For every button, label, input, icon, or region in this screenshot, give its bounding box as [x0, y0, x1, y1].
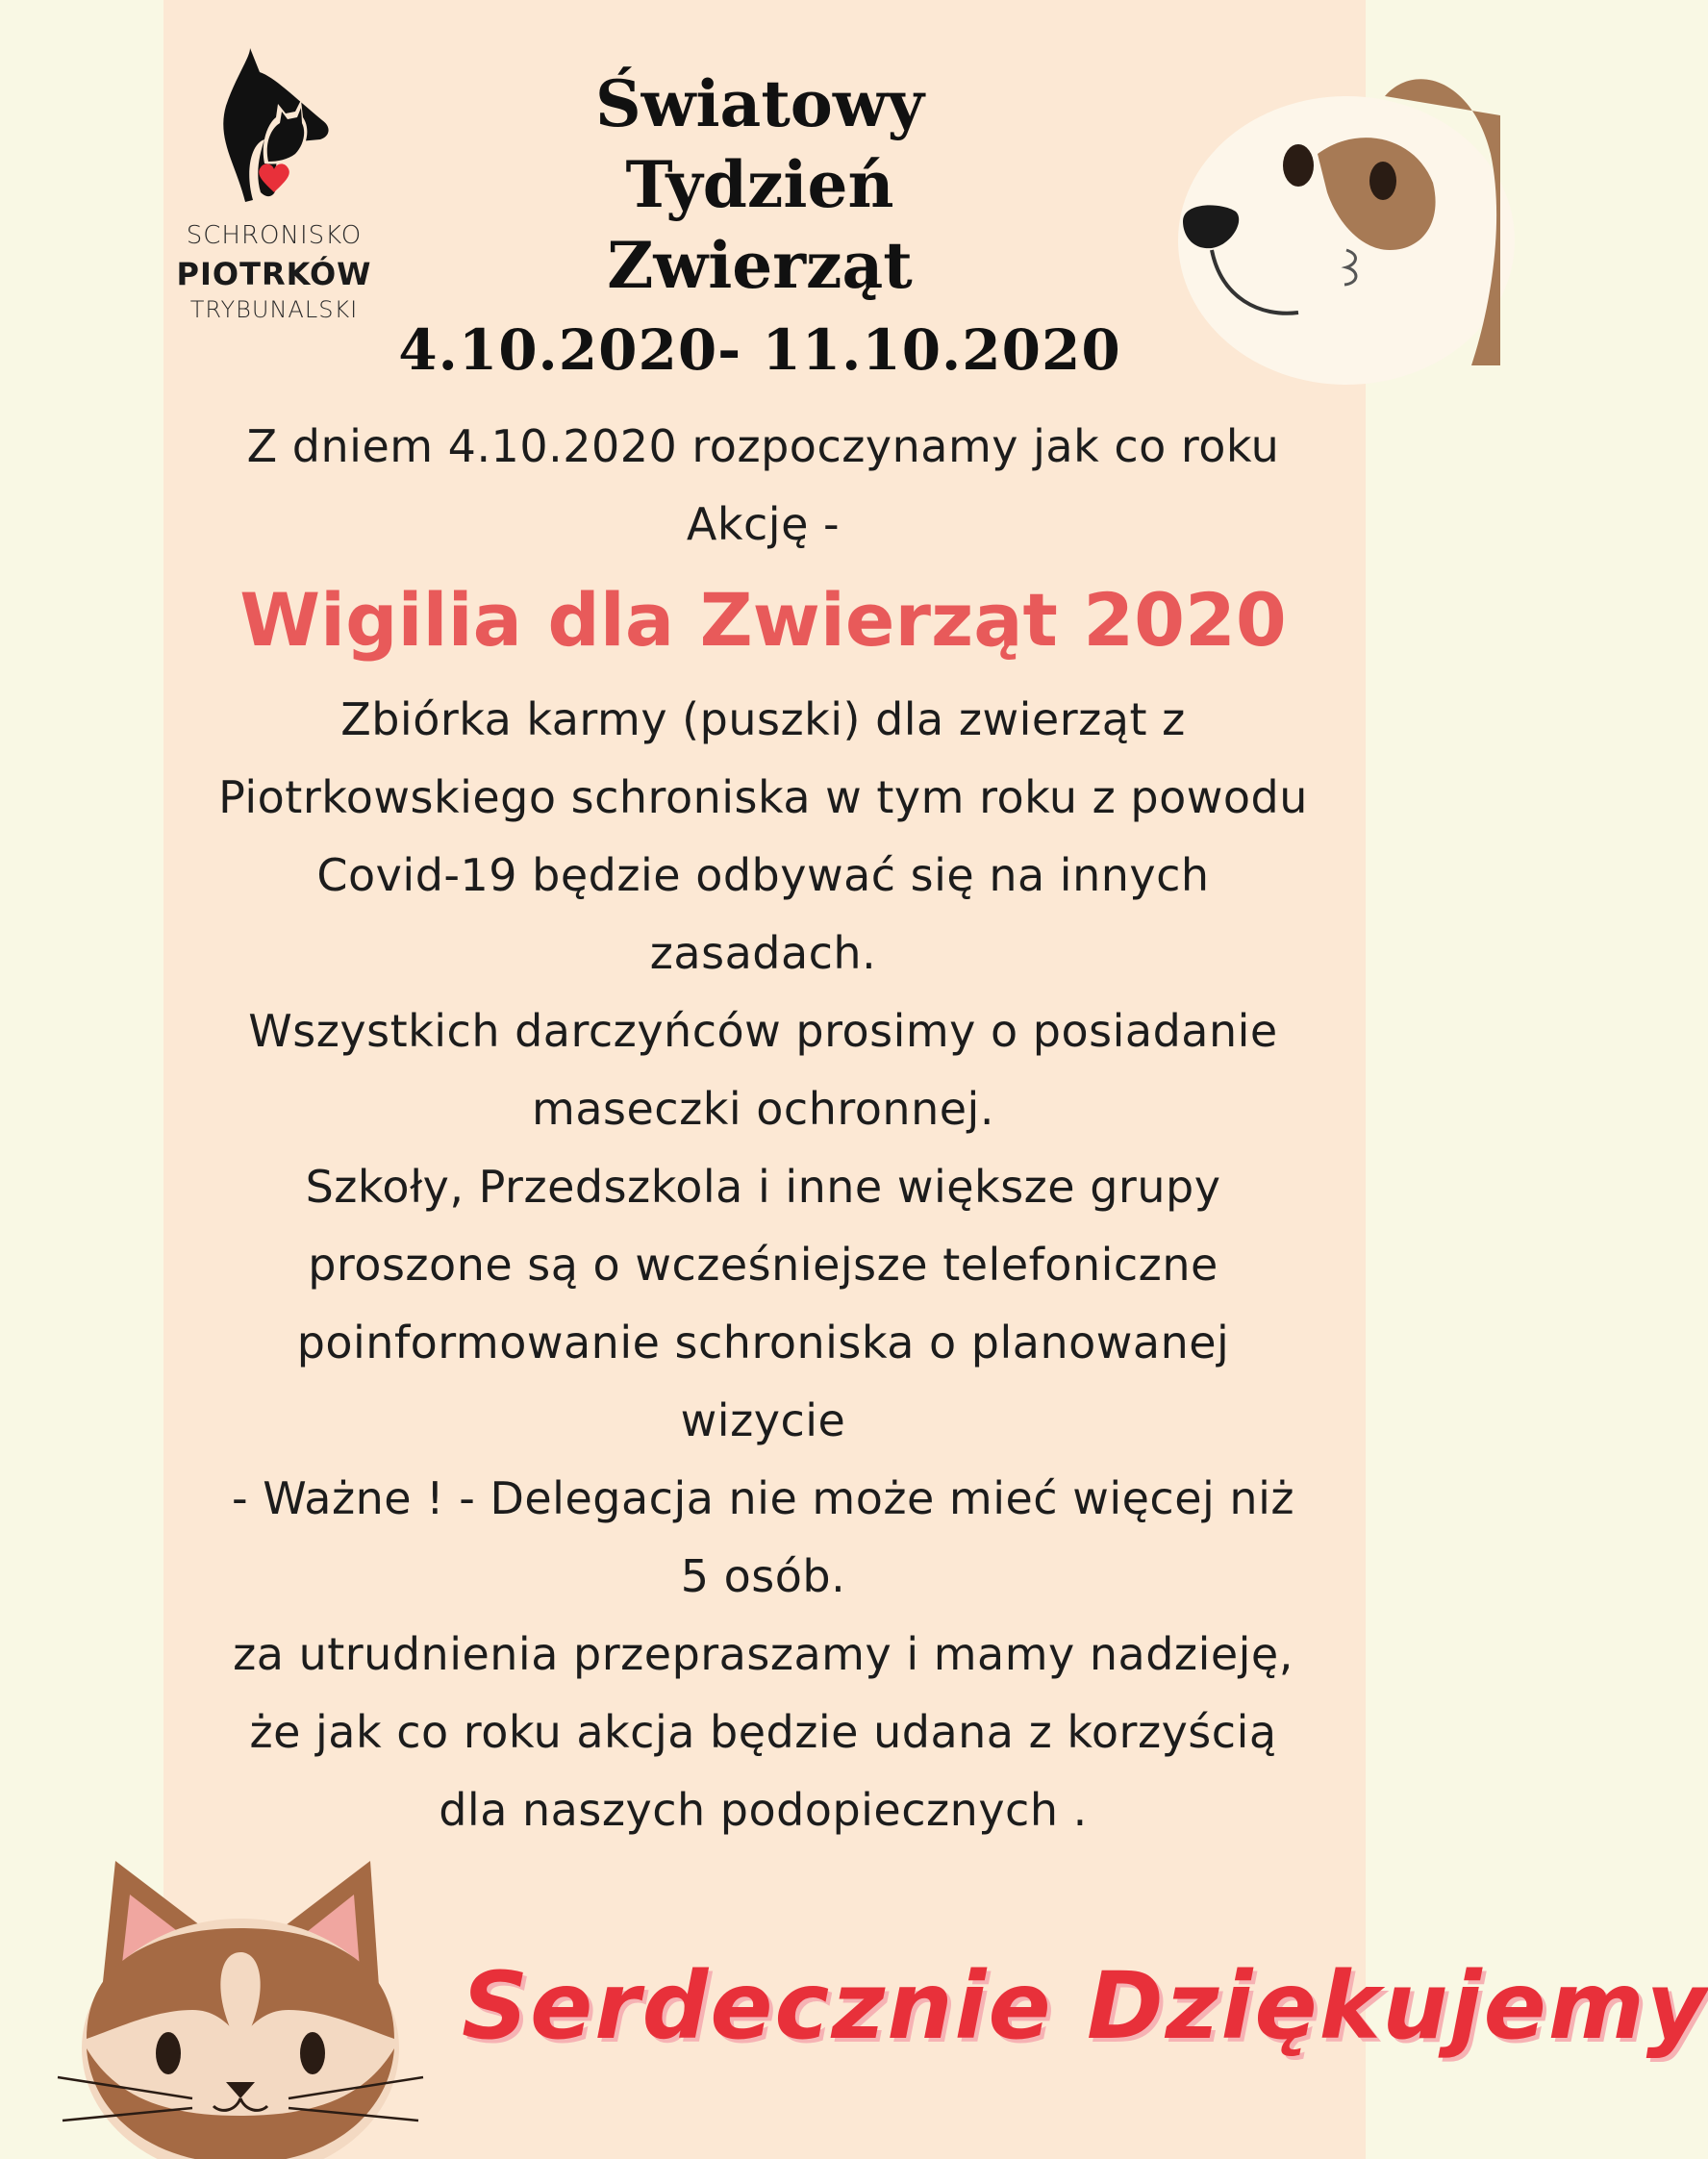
body-line: 5 osób. [680, 1550, 846, 1602]
body-line: za utrudnienia przepraszamy i mamy nadzieję, [233, 1628, 1294, 1680]
intro-line-2: Akcję - [686, 498, 841, 550]
main-text [154, 681, 1372, 1849]
logo-line-3: TRYBUNALSKI [189, 296, 359, 323]
cat-face-icon [48, 1846, 433, 2159]
logo-line-1: SCHRONISKO [186, 221, 363, 250]
body-line: poinformowanie schroniska o planowanej [296, 1317, 1230, 1368]
body-line: dla naszych podopiecznych . [439, 1784, 1088, 1836]
intro-text [154, 408, 1372, 564]
shelter-logo [159, 48, 389, 337]
body-line: Piotrkowskiego schroniska w tym roku z powodu [218, 771, 1308, 823]
title-line-1: Światowy [595, 66, 924, 141]
body-line: maseczki ochronnej. [532, 1083, 994, 1135]
body-line: - Ważne ! - Delegacja nie może mieć więcej niż [232, 1472, 1294, 1524]
title-line-3: Zwierząt [607, 228, 913, 303]
dog-cat-heart-logo-icon [207, 48, 341, 212]
body-line: Zbiórka karmy (puszki) dla zwierząt z [340, 693, 1186, 745]
body-line: Covid-19 będzie odbywać się na innych [316, 849, 1210, 901]
body-line: zasadach. [649, 927, 877, 979]
body-line: Wszystkich darczyńców prosimy o posiadanie [248, 1005, 1278, 1057]
body-line: wizycie [680, 1394, 846, 1446]
date-range: 4.10.2020- 11.10.2020 [398, 317, 1121, 383]
event-headline: Wigilia dla Zwierząt 2020 [239, 577, 1287, 663]
title-line-2: Tydzień [625, 147, 894, 222]
dog-face-icon [1154, 58, 1500, 404]
body-line: proszone są o wcześniejsze telefoniczne [308, 1239, 1218, 1291]
thanks-text: Serdecznie Dziękujemy [462, 1952, 1708, 2060]
body-line: Szkoły, Przedszkola i inne większe grupy [305, 1161, 1221, 1213]
logo-line-2: PIOTRKÓW [176, 256, 372, 292]
body-line: że jak co roku akcja będzie udana z korzyścią [249, 1706, 1277, 1758]
intro-line-1: Z dniem 4.10.2020 rozpoczynamy jak co roku [246, 420, 1280, 472]
